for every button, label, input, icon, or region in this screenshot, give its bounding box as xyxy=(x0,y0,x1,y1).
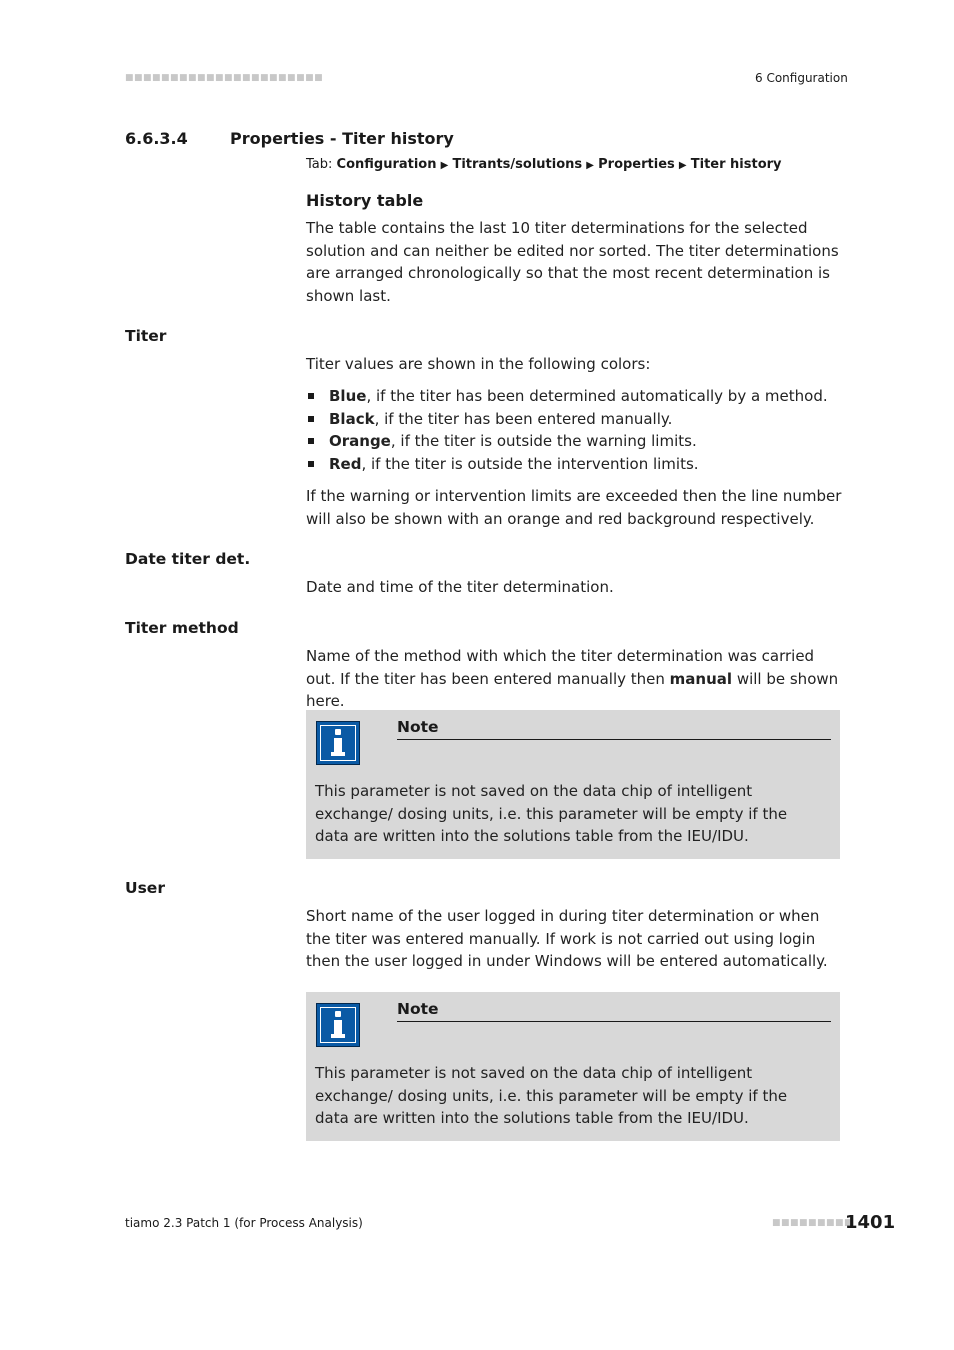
param-user-label: User xyxy=(125,879,165,897)
breadcrumb-arrow-icon: ▶ xyxy=(678,160,687,171)
titer-method-text-start: Name of the method with which the titer determination was carried out. If the titer has been entered manually then xyxy=(306,647,815,688)
list-item xyxy=(307,408,842,431)
bullet-bold: Orange xyxy=(329,432,391,450)
info-icon xyxy=(316,1003,360,1047)
note-box-user xyxy=(306,992,840,1141)
titer-intro: Titer values are shown in the following colors: xyxy=(306,355,651,373)
note-title: Note xyxy=(397,718,831,740)
titer-method-text xyxy=(306,645,842,713)
bullet-icon xyxy=(308,461,314,467)
chapter-label: 6 Configuration xyxy=(755,71,848,85)
breadcrumb-arrow-icon: ▶ xyxy=(586,160,594,171)
bullet-icon xyxy=(308,393,314,399)
param-date-titer-label: Date titer det. xyxy=(125,550,251,568)
history-table-text: The table contains the last 10 titer determinations for the selected solution and can neither be edited nor sorted. The titer determinations are arranged chronologically so that the most recent determination is shown last. xyxy=(306,219,839,305)
bullet-icon xyxy=(308,438,314,444)
bullet-bold: Red xyxy=(329,454,362,473)
note-box-titer-method xyxy=(306,710,840,859)
footer-product: tiamo 2.3 Patch 1 (for Process Analysis) xyxy=(125,1216,363,1230)
list-item xyxy=(307,430,842,453)
info-icon xyxy=(316,721,360,765)
tab-breadcrumb xyxy=(306,157,782,172)
bullet-text: , if the titer has been entered manually. xyxy=(374,409,673,428)
breadcrumb-arrow-icon: ▶ xyxy=(440,160,449,171)
param-titer-method-label: Titer method xyxy=(125,619,239,637)
bullet-bold: Black xyxy=(329,409,375,428)
note-title: Note xyxy=(397,1000,831,1022)
list-item xyxy=(307,453,842,476)
page-number: 1401 xyxy=(845,1212,896,1233)
titer-color-list xyxy=(307,385,842,475)
note-text: This parameter is not saved on the data chip of intelligent exchange/ dosing units, i.e. this parameter will be empty if the data are written into the solutions table from the IEU/IDU. xyxy=(315,1064,788,1127)
bullet-icon xyxy=(308,416,314,422)
param-titer-label: Titer xyxy=(125,327,167,345)
titer-method-text-end: will be shown here. xyxy=(306,669,839,710)
date-titer-text: Date and time of the titer determination. xyxy=(306,578,614,596)
bullet-text: , if the titer is outside the intervention limits. xyxy=(361,454,699,473)
bullet-text: , if the titer is outside the warning limits. xyxy=(390,432,697,450)
tab-item-configuration: Configuration xyxy=(336,157,437,172)
section-number: 6.6.3.4 xyxy=(125,129,188,148)
footer-marks: ■■■■■■■■■ xyxy=(772,1218,854,1228)
bullet-text: , if the titer has been determined automatically by a method. xyxy=(366,387,828,405)
note-text: This parameter is not saved on the data chip of intelligent exchange/ dosing units, i.e. this parameter will be empty if the data are written into the solutions table from the IEU/IDU. xyxy=(315,782,788,845)
tab-item-titrants: Titrants/solutions xyxy=(452,157,583,172)
header-marks: ■■■■■■■■■■■■■■■■■■■■■■ xyxy=(125,73,324,83)
tab-prefix: Tab: xyxy=(306,157,333,172)
titer-outro: If the warning or intervention limits are exceeded then the line number will also be shown with an orange and red background respectively. xyxy=(306,487,842,528)
section-title: Properties - Titer history xyxy=(230,129,454,148)
bullet-bold: Blue xyxy=(329,387,367,405)
titer-method-text-bold: manual xyxy=(669,669,733,688)
list-item xyxy=(307,385,842,408)
tab-item-properties: Properties xyxy=(598,157,675,172)
history-table-heading: History table xyxy=(306,191,424,210)
tab-item-titer-history: Titer history xyxy=(690,157,782,172)
user-text: Short name of the user logged in during titer determination or when the titer was entered manually. If work is not carried out using login then the user logged in under Windows will be entered automatically. xyxy=(306,907,828,970)
